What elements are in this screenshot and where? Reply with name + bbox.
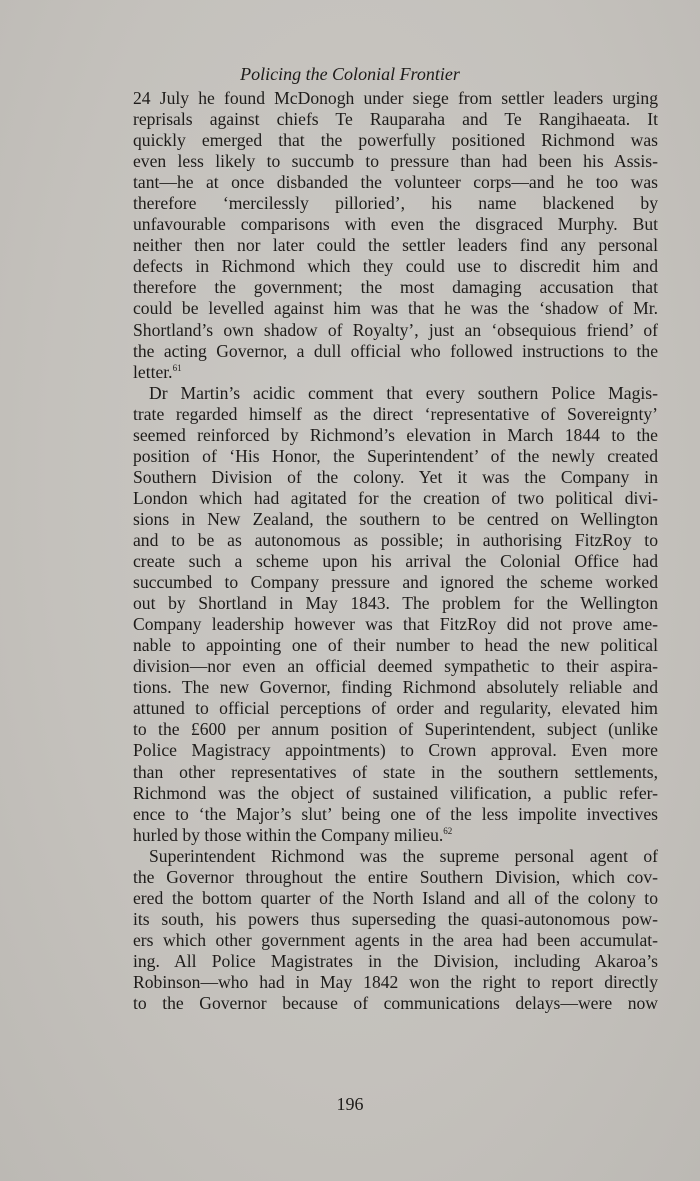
- text-line: unfavourable comparisons with even the disgraced Murphy. But: [133, 214, 658, 235]
- text-line: Police Magistracy appointments) to Crown approval. Even more: [133, 740, 658, 761]
- text-line: attuned to official perceptions of order and regularity, elevated him: [133, 698, 658, 719]
- text-line: the Governor throughout the entire Southern Division, which cov-: [133, 866, 658, 887]
- text-line: Robinson—who had in May 1842 won the right to report directly: [133, 971, 658, 992]
- text-line: create such a scheme upon his arrival the Colonial Office had: [133, 551, 658, 572]
- text-line: Richmond was the object of sustained vilification, a public refer-: [133, 782, 658, 803]
- text-line: Company leadership however was that FitzRoy did not prove ame-: [133, 614, 658, 635]
- text-line: succumbed to Company pressure and ignored the scheme worked: [133, 572, 658, 593]
- footnote-marker: 62: [443, 825, 453, 836]
- footnote-marker: 61: [172, 362, 182, 373]
- text-line: ered the bottom quarter of the North Island and all of the colony to: [133, 887, 658, 908]
- text-line: ers which other government agents in the area had been accumulat-: [133, 929, 658, 950]
- body-text: [133, 88, 658, 1014]
- text-line: and to be as autonomous as possible; in authorising FitzRoy to: [133, 529, 658, 550]
- text-line: ing. All Police Magistrates in the Division, including Akaroa’s: [133, 950, 658, 971]
- paragraph: [133, 846, 658, 1014]
- paragraph: [133, 383, 658, 846]
- text-line: out by Shortland in May 1843. The problem for the Wellington: [133, 593, 658, 614]
- text-line: Southern Division of the colony. Yet it was the Company in: [133, 466, 658, 487]
- text-line: reprisals against chiefs Te Rauparaha and Te Rangihaeata. It: [133, 109, 658, 130]
- text-line: tions. The new Governor, finding Richmond absolutely reliable and: [133, 677, 658, 698]
- text-line: therefore ‘mercilessly pilloried’, his name blackened by: [133, 193, 658, 214]
- text-line: nable to appointing one of their number to head the new political: [133, 635, 658, 656]
- text-line: quickly emerged that the powerfully positioned Richmond was: [133, 130, 658, 151]
- text-line: sions in New Zealand, the southern to be centred on Wellington: [133, 508, 658, 529]
- text-line: trate regarded himself as the direct ‘representative of Sovereignty’: [133, 403, 658, 424]
- text-line: to the £600 per annum position of Superintendent, subject (unlike: [133, 719, 658, 740]
- text-line: 24 July he found McDonogh under siege from settler leaders urging: [133, 88, 658, 108]
- text-line: London which had agitated for the creation of two political divi-: [133, 487, 658, 508]
- text-line: position of ‘His Honor, the Superintendent’ of the newly created: [133, 445, 658, 466]
- text-line: its south, his powers thus superseding the quasi-autonomous pow-: [133, 908, 658, 929]
- text-line: than other representatives of state in the southern settlements,: [133, 761, 658, 782]
- text-line: Dr Martin’s acidic comment that every southern Police Magis-: [149, 382, 658, 403]
- text-line: hurled by those within the Company milieu.$^{62}$: [133, 824, 453, 845]
- text-line: Shortland’s own shadow of Royalty’, just an ‘obsequious friend’ of: [133, 319, 658, 340]
- paragraph: [133, 88, 658, 383]
- text-line: defects in Richmond which they could use to discredit him and: [133, 256, 658, 277]
- text-line: ence to ‘the Major’s slut’ being one of the less impolite invectives: [133, 803, 658, 824]
- text-line: even less likely to succumb to pressure than had been his Assis-: [133, 151, 658, 172]
- page-number: 196: [336, 1094, 364, 1114]
- text-line: Superintendent Richmond was the supreme personal agent of: [149, 845, 658, 866]
- text-line: division—nor even an official deemed sympathetic to their aspira-: [133, 656, 658, 677]
- text-line: could be levelled against him was that he was the ‘shadow of Mr.: [133, 298, 658, 319]
- text-line: to the Governor because of communications delays—were now: [133, 993, 658, 1014]
- text-line: tant—he at once disbanded the volunteer corps—and he too was: [133, 172, 658, 193]
- text-line: the acting Governor, a dull official who followed instructions to the: [133, 340, 658, 361]
- running-head: Policing the Colonial Frontier: [240, 64, 460, 84]
- text-line: letter.$^{61}$: [133, 361, 182, 382]
- text-line: neither then nor later could the settler leaders find any personal: [133, 235, 658, 256]
- text-line: seemed reinforced by Richmond’s elevation in March 1844 to the: [133, 424, 658, 445]
- text-line: therefore the government; the most damaging accusation that: [133, 277, 658, 298]
